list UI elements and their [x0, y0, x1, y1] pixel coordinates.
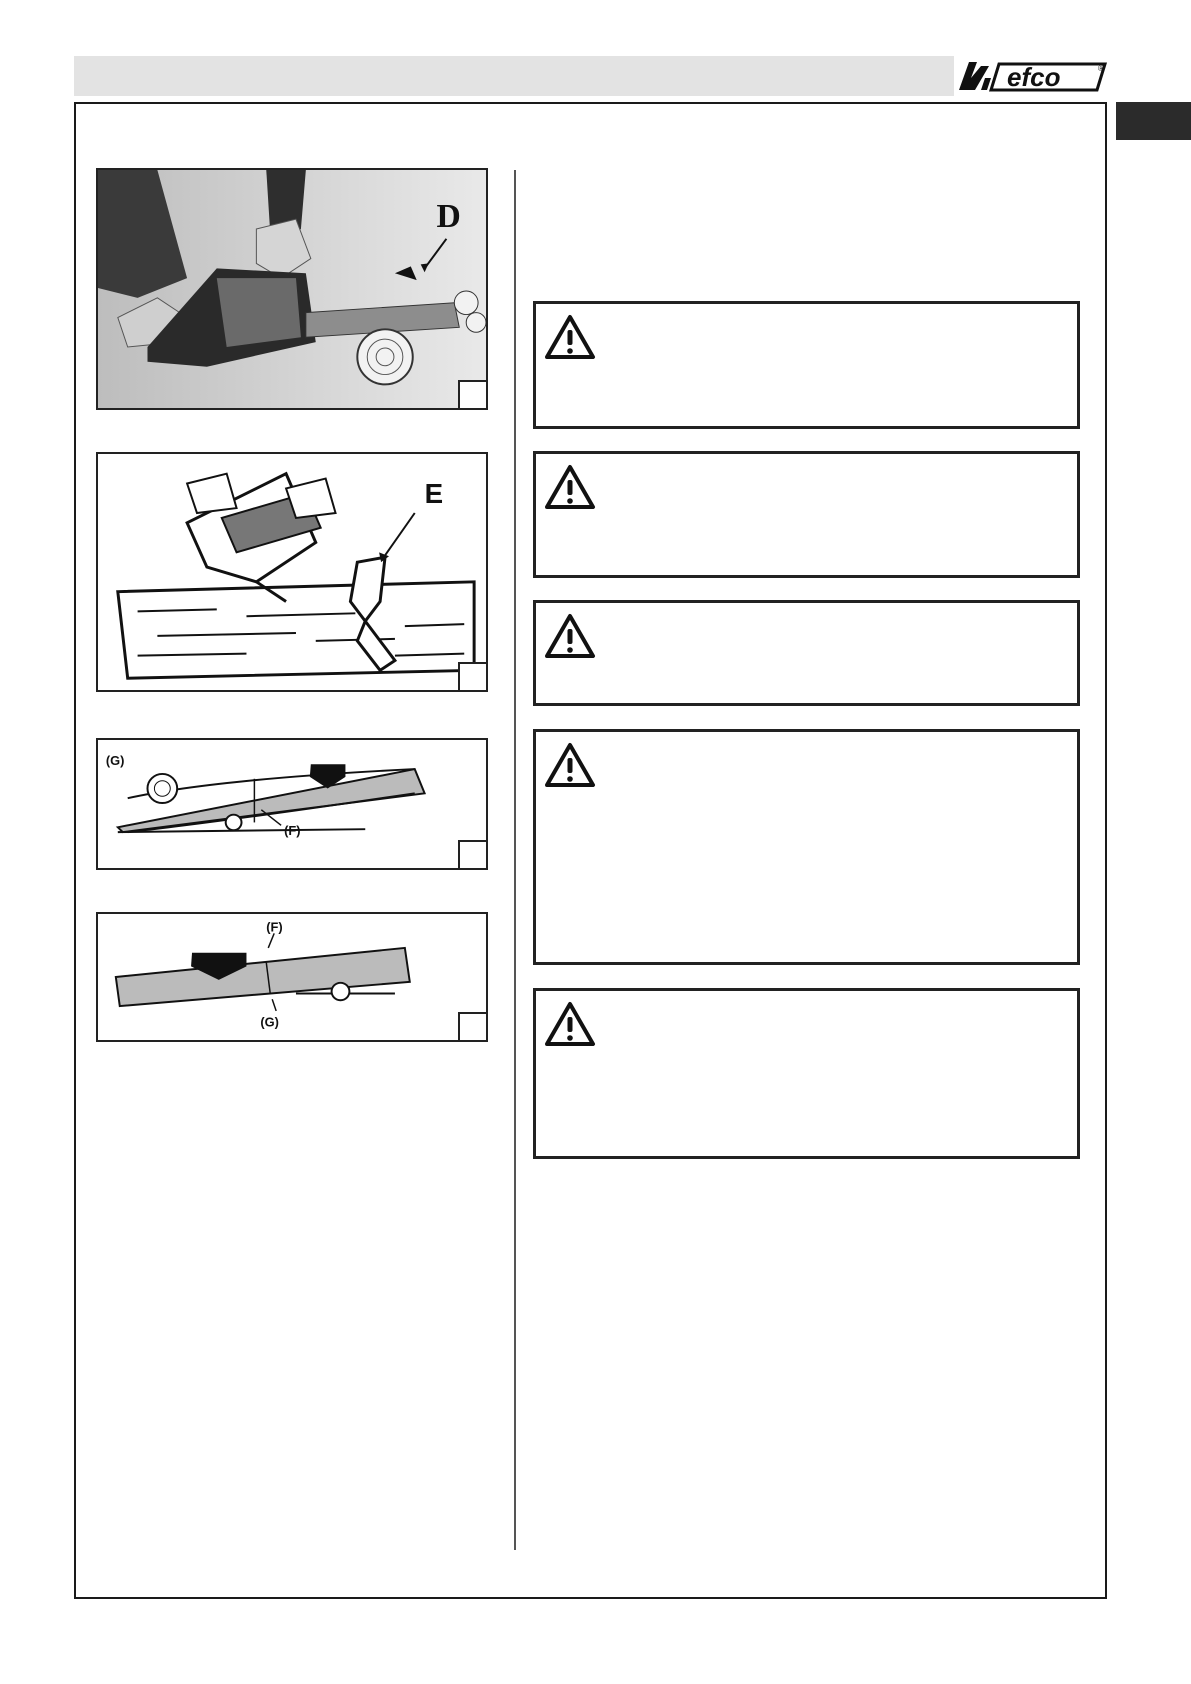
warning-box — [533, 988, 1080, 1159]
figure-log-supported-both-ends — [96, 912, 488, 1042]
figure-label-g: (G) — [260, 1014, 279, 1030]
warning-triangle-icon — [544, 1001, 596, 1047]
figure-wedge-drawing — [96, 452, 488, 692]
figure-log-supported-one-end — [96, 738, 488, 870]
figure-number-box — [458, 840, 486, 868]
language-tab — [1116, 102, 1191, 140]
warning-triangle-icon — [544, 314, 596, 360]
column-divider — [514, 170, 516, 1550]
figure-kickback-photo — [96, 168, 488, 410]
warning-box — [533, 600, 1080, 706]
warning-box — [533, 451, 1080, 578]
warning-triangle-icon — [544, 613, 596, 659]
figure-label-d: D — [436, 198, 461, 236]
figure-number-box — [458, 662, 486, 690]
header-bar — [74, 56, 954, 96]
warning-box — [533, 729, 1080, 965]
registered-mark: ® — [1098, 64, 1104, 73]
figure-number-box — [458, 1012, 486, 1040]
figure-label-e: E — [424, 478, 444, 510]
figure-label-f: (F) — [266, 919, 283, 935]
warning-box — [533, 301, 1080, 429]
figure-label-g: (G) — [105, 753, 125, 769]
logo-text: efco — [1007, 62, 1061, 92]
figure-label-f: (F) — [284, 823, 301, 838]
warning-triangle-icon — [544, 742, 596, 788]
efco-logo — [955, 56, 1109, 96]
warning-triangle-icon — [544, 464, 596, 510]
figure-number-box — [458, 380, 486, 408]
